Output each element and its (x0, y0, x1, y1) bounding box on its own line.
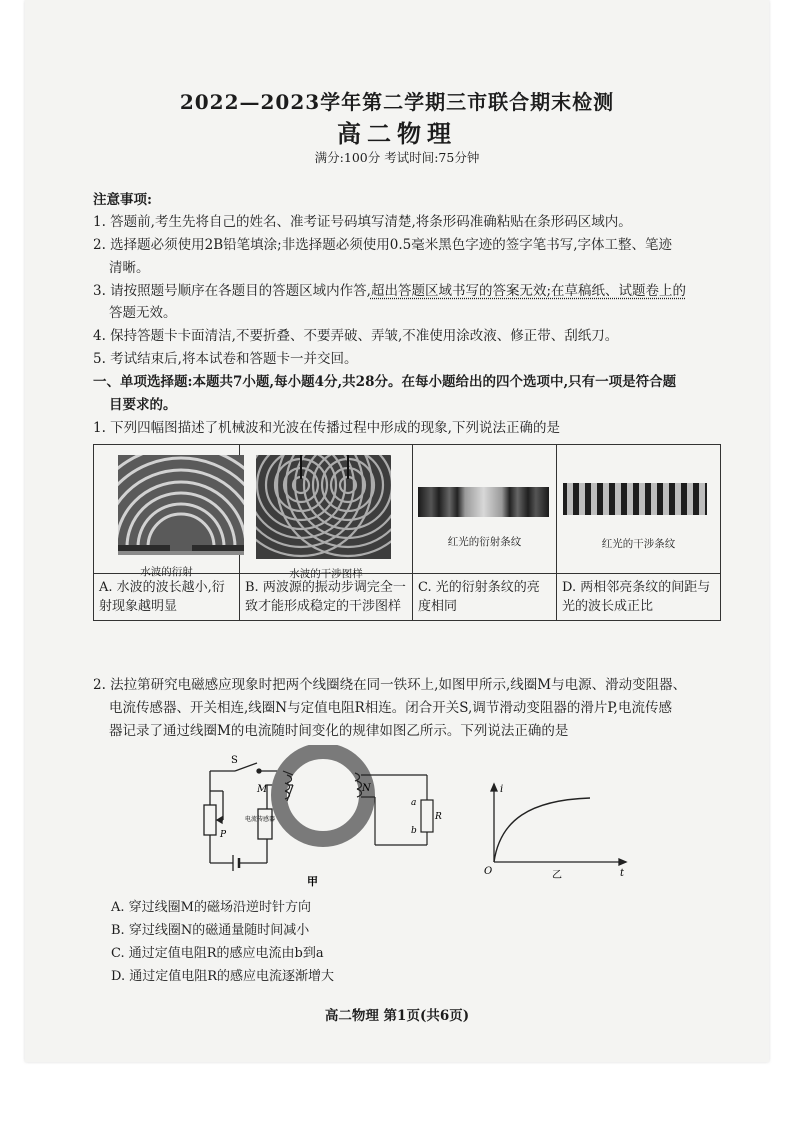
note-3 (93, 281, 686, 301)
note-4: 4. 保持答题卡卡面清洁,不要折叠、不要弄破、弄皱,不准使用涂改液、修正带、刮纸刀。 (93, 328, 619, 344)
caption-water-diffraction: 水波的衍射 (140, 566, 193, 578)
section1-line1: 一、单项选择题:本题共7小题,每小题4分,共28分。在每小题给出的四个选项中,只有一项是符合题 (93, 374, 677, 390)
q1-image-cell-a (94, 445, 240, 578)
note-3-b: 超出答题区域书写的答案无效;在草稿纸、试题卷上的 (370, 283, 687, 299)
q2-choice-b[interactable]: B. 穿过线圈N的磁通量随时间减小 (111, 923, 310, 938)
q1-image-cell-b (240, 445, 413, 580)
q1-stem: 1. 下列四幅图描述了机械波和光波在传播过程中形成的现象,下列说法正确的是 (93, 420, 560, 436)
q2-stem-2: 电流传感器、开关相连,线圈N与定值电阻R相连。闭合开关S,调节滑动变阻器的滑片P,电流传感 (109, 700, 672, 716)
q1-image-cell-d (557, 445, 721, 574)
label-yi: 乙 (552, 870, 562, 880)
q2-choice-a[interactable]: A. 穿过线圈M的磁场沿逆时针方向 (111, 900, 311, 915)
exam-meta: 满分:100分 考试时间:75分钟 (314, 150, 480, 165)
notes-heading: 注意事项: (93, 192, 152, 208)
red-diffraction-fringes-image (418, 487, 549, 517)
section1-line2: 目要求的。 (109, 397, 177, 413)
label-jia: 甲 (307, 875, 318, 888)
q1-option-b[interactable]: B. 两波源的振动步调完全一致才能形成稳定的干涉图样 (240, 574, 413, 621)
note-2-cont: 清晰。 (109, 260, 150, 276)
page-footer: 高二物理 第1页(共6页) (324, 1008, 470, 1024)
label-b: b (411, 826, 417, 836)
caption-water-interference: 水波的干涉图样 (289, 568, 363, 580)
q2-choice-d[interactable]: D. 通过定值电阻R的感应电流逐渐增大 (111, 969, 335, 984)
caption-red-interference: 红光的干涉条纹 (601, 538, 676, 550)
label-m: M (257, 784, 268, 795)
q2-stem-1: 2. 法拉第研究电磁感应现象时把两个线圈绕在同一铁环上,如图甲所示,线圈M与电源、滑动变阻器、 (93, 677, 687, 693)
note-3-a: 3. 请按照题号顺序在各题目的答题区域内作答, (93, 283, 371, 299)
water-diffraction-image (118, 455, 244, 555)
subject-title: 高二物理 (337, 119, 457, 148)
q1-option-d[interactable]: D. 两相邻亮条纹的间距与光的波长成正比 (557, 574, 721, 621)
q2-choice-c[interactable]: C. 通过定值电阻R的感应电流由b到a (111, 946, 324, 961)
label-n: N (362, 783, 371, 794)
label-r: R (435, 812, 442, 822)
note-1: 1. 答题前,考生先将自己的姓名、准考证号码填写清楚,将条形码准确粘贴在条形码区域内。 (93, 214, 632, 230)
red-interference-fringes-image (563, 483, 707, 515)
figure-yi-graph (480, 780, 630, 880)
q1-option-c[interactable]: C. 光的衍射条纹的亮度相同 (413, 574, 557, 621)
graph-i-label: i (500, 784, 504, 795)
note-3-cont: 答题无效。 (109, 305, 177, 321)
label-a: a (411, 798, 417, 808)
note-5: 5. 考试结束后,将本试卷和答题卡一并交回。 (93, 351, 358, 367)
caption-red-diffraction: 红光的衍射条纹 (447, 536, 522, 548)
label-s: S (231, 755, 238, 766)
graph-t-label: t (620, 868, 625, 879)
label-current-sensor: 电流传感器 (245, 816, 276, 823)
q1-image-cell-c (413, 445, 557, 574)
q1-option-a[interactable]: A. 水波的波长越小,衍射现象越明显 (94, 574, 240, 621)
q1-table (93, 444, 721, 621)
q2-stem-3: 器记录了通过线圈M的电流随时间变化的规律如图乙所示。下列说法正确的是 (109, 723, 569, 739)
graph-origin: O (484, 866, 493, 877)
exam-title: 2022—2023学年第二学期三市联合期末检测 (179, 90, 615, 114)
figure-jia-circuit (195, 745, 445, 895)
label-p: P (220, 830, 227, 840)
water-interference-image (256, 455, 391, 559)
note-2: 2. 选择题必须使用2B铅笔填涂;非选择题必须使用0.5毫米黑色字迹的签字笔书写,字体工整、笔迹 (93, 237, 672, 253)
